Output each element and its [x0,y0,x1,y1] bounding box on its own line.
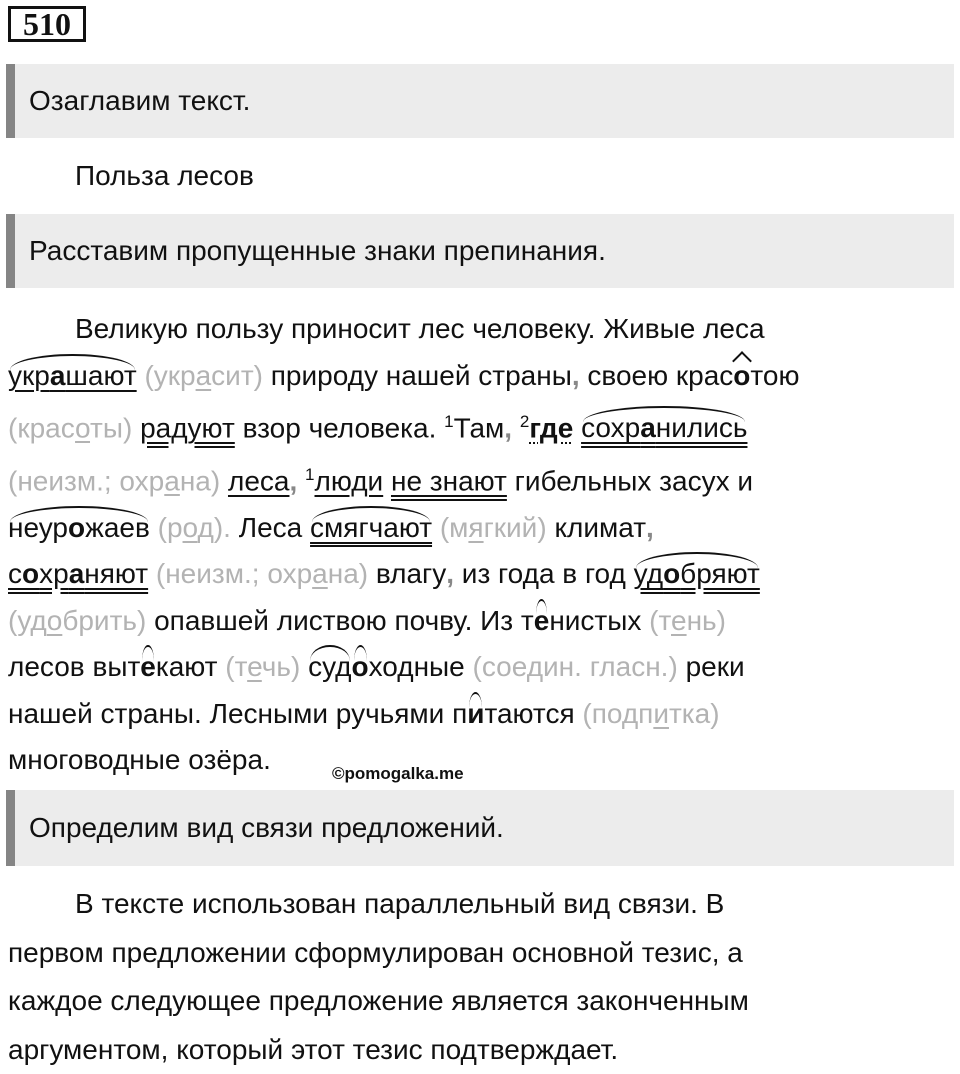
predicate-word: украшают [8,360,137,391]
text-line: неурожаев (род). Леса смягчают (мягкий) климат, [8,505,953,552]
task-text: Озаглавим текст. [29,85,250,117]
exercise-number: 510 [8,6,86,42]
text-line: нашей страны. Лесными ручьями питаются (подпитка) [8,691,953,738]
task-band-title [6,64,954,138]
answer-line: первом предложении сформулирован основной тезис, а [8,929,953,978]
task-text: Определим вид связи предложений. [29,812,504,844]
answer-line: каждое следующее предложение является законченным [8,977,953,1026]
task-text: Расставим пропущенные знаки препинания. [29,235,606,267]
watermark: ©pomogalka.me [332,764,464,784]
exercise-text [8,306,953,784]
text-line: лесов вытекают (течь) судоходные (соедин. гласн.) реки [8,644,953,691]
text-line: украшают (украсит) природу нашей страны, своею красотою [8,353,953,400]
text-line: Великую пользу приносит лес человеку. Живые леса [8,306,953,353]
text-title: Польза лесов [75,160,254,192]
text-line: (неизм.; охрана) леса, $^1$люди не знают гибельных засух и [8,452,953,505]
text-line: многоводные озёра. [8,737,953,784]
text-line: (красоты) радуют взор человека. $^1$Там, $^2$где сохранились [8,399,953,452]
answer-line: В тексте использован параллельный вид связи. В [8,880,953,929]
text-line: (удобрить) опавшей листвою почву. Из тенистых (тень) [8,598,953,645]
answer-text [8,880,953,1074]
text-line: сохраняют (неизм.; охрана) влагу, из года в год удобряют [8,551,953,598]
task-band-connection [6,790,954,866]
task-band-punctuation [6,214,954,288]
answer-line: аргументом, который этот тезис подтверждает. [8,1026,953,1074]
